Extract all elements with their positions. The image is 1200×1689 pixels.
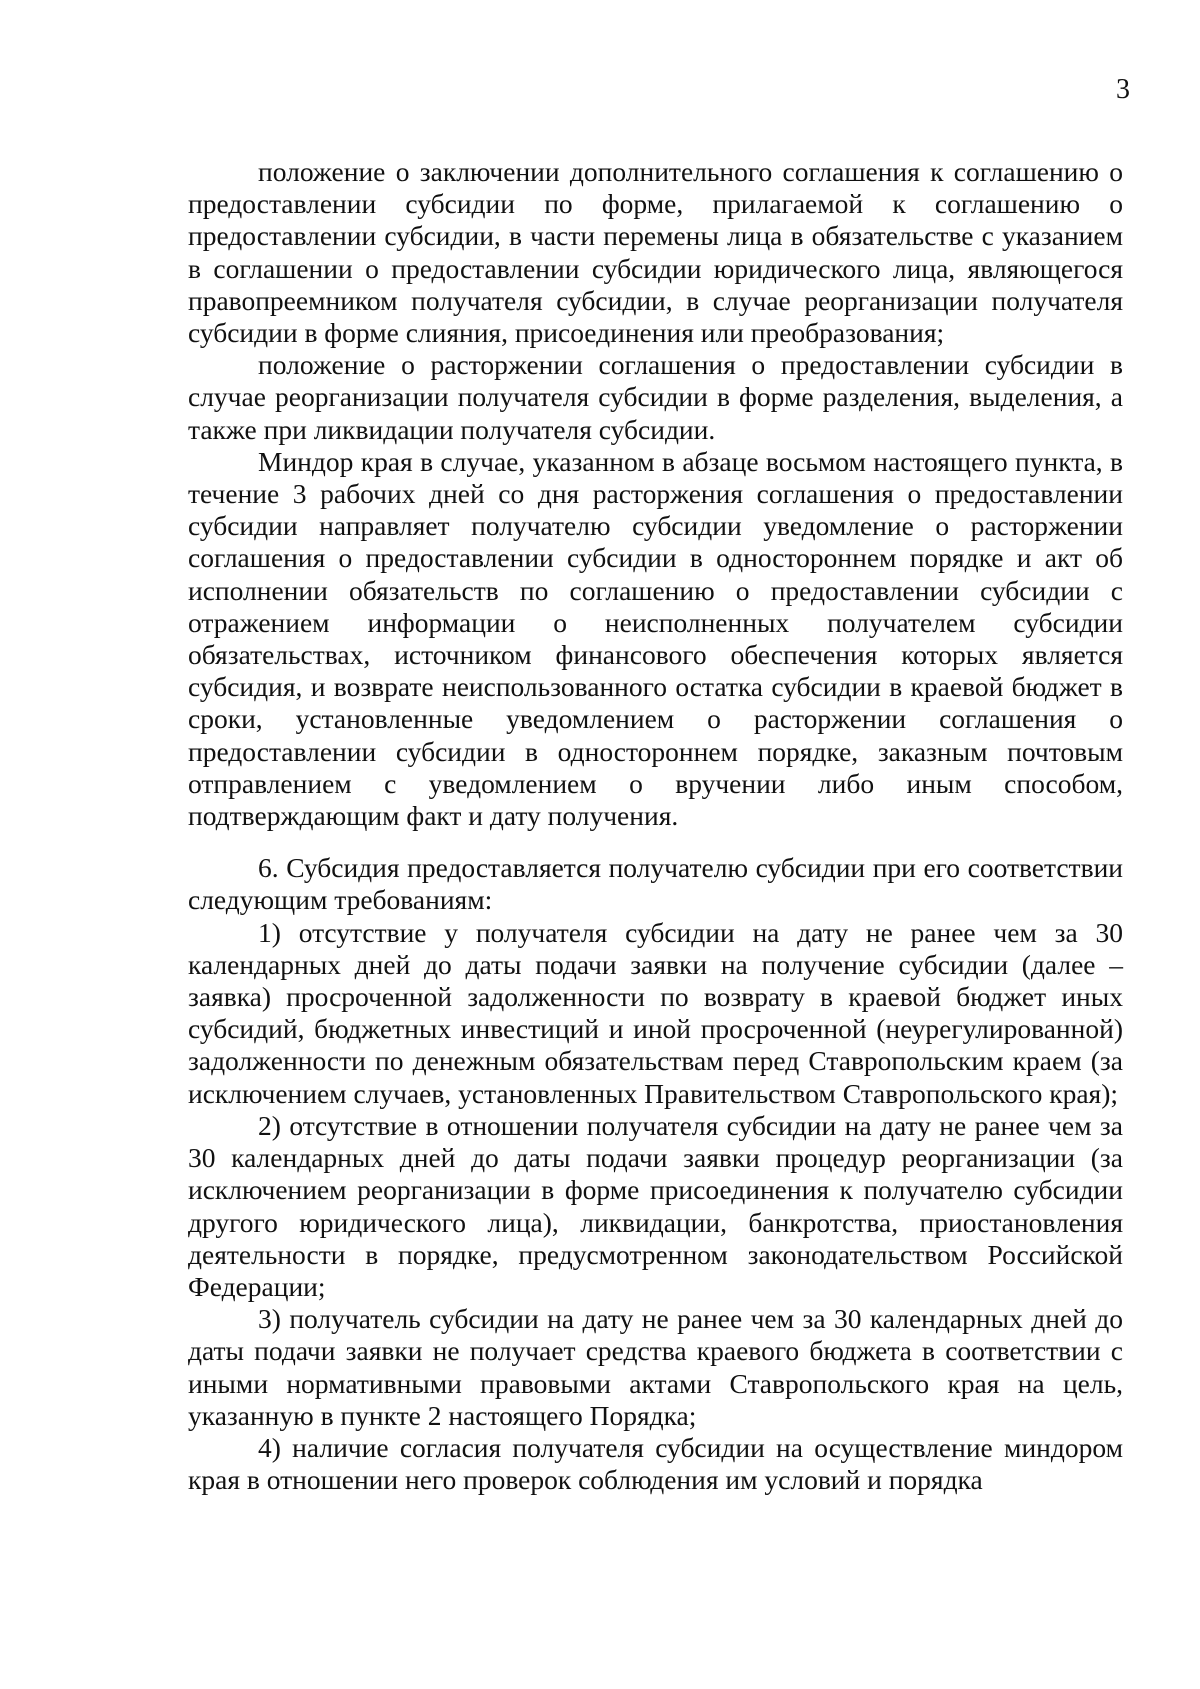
paragraph-requirement-1: 1) отсутствие у получателя субсидии на дату не ранее чем за 30 календарных дней до даты подачи заявки на получение субсидии (далее – заявка) просроченной задолженности по возврату в краевой бюджет иных субсидий, бюджетных инвестиций и иной просроченной (неурегулированной) задолженности по денежным обязательствам перед Ставропольским краем (за исключением случаев, установленных Правительством Ставропольского края);: [188, 916, 1123, 1109]
paragraph-termination-provision: положение о расторжении соглашения о предоставлении субсидии в случае реорганизации получателя субсидии в форме разделения, выделения, а также при ликвидации получателя субсидии.: [188, 349, 1123, 445]
paragraph-item-6: 6. Субсидия предоставляется получателю субсидии при его соответствии следующим требованиям:: [188, 852, 1123, 916]
document-body: [188, 156, 1123, 1496]
paragraph-requirement-3: 3) получатель субсидии на дату не ранее чем за 30 календарных дней до даты подачи заявки не получает средства краевого бюджета в соответствии с иными нормативными правовыми актами Ставропольского края на цель, указанную в пункте 2 настоящего Порядка;: [188, 1303, 1123, 1431]
paragraph-requirement-2: 2) отсутствие в отношении получателя субсидии на дату не ранее чем за 30 календарных дней до даты подачи заявки процедур реорганизации (за исключением реорганизации в форме присоединения к получателю субсидии другого юридического лица), ликвидации, банкротства, приостановления деятельности в порядке, предусмотренном законодательством Российской Федерации;: [188, 1109, 1123, 1302]
paragraph-mindor-notification: Миндор края в случае, указанном в абзаце восьмом настоящего пункта, в течение 3 рабочих дней со дня расторжения соглашения о предоставлении субсидии направляет получателю субсидии уведомление о расторжении соглашения о предоставлении субсидии в одностороннем порядке и акт об исполнении обязательств по соглашению о предоставлении субсидии с отражением информации о неисполненных получателем субсидии обязательствах, источником финансового обеспечения которых является субсидия, и возврате неиспользованного остатка субсидии в краевой бюджет в сроки, установленные уведомлением о расторжении соглашения о предоставлении субсидии в одностороннем порядке, заказным почтовым отправлением с уведомлением о вручении либо иным способом, подтверждающим факт и дату получения.: [188, 445, 1123, 832]
paragraph-requirement-4: 4) наличие согласия получателя субсидии на осуществление миндором края в отношении него проверок соблюдения им условий и порядка: [188, 1431, 1123, 1496]
page-number: 3: [1116, 74, 1130, 105]
paragraph-additional-agreement: положение о заключении дополнительного соглашения к соглашению о предоставлении субсидии по форме, прилагаемой к соглашению о предоставлении субсидии, в части перемены лица в обязательстве с указанием в соглашении о предоставлении субсидии юридического лица, являющегося правопреемником получателя субсидии, в случае реорганизации получателя субсидии в форме слияния, присоединения или преобразования;: [188, 156, 1123, 349]
